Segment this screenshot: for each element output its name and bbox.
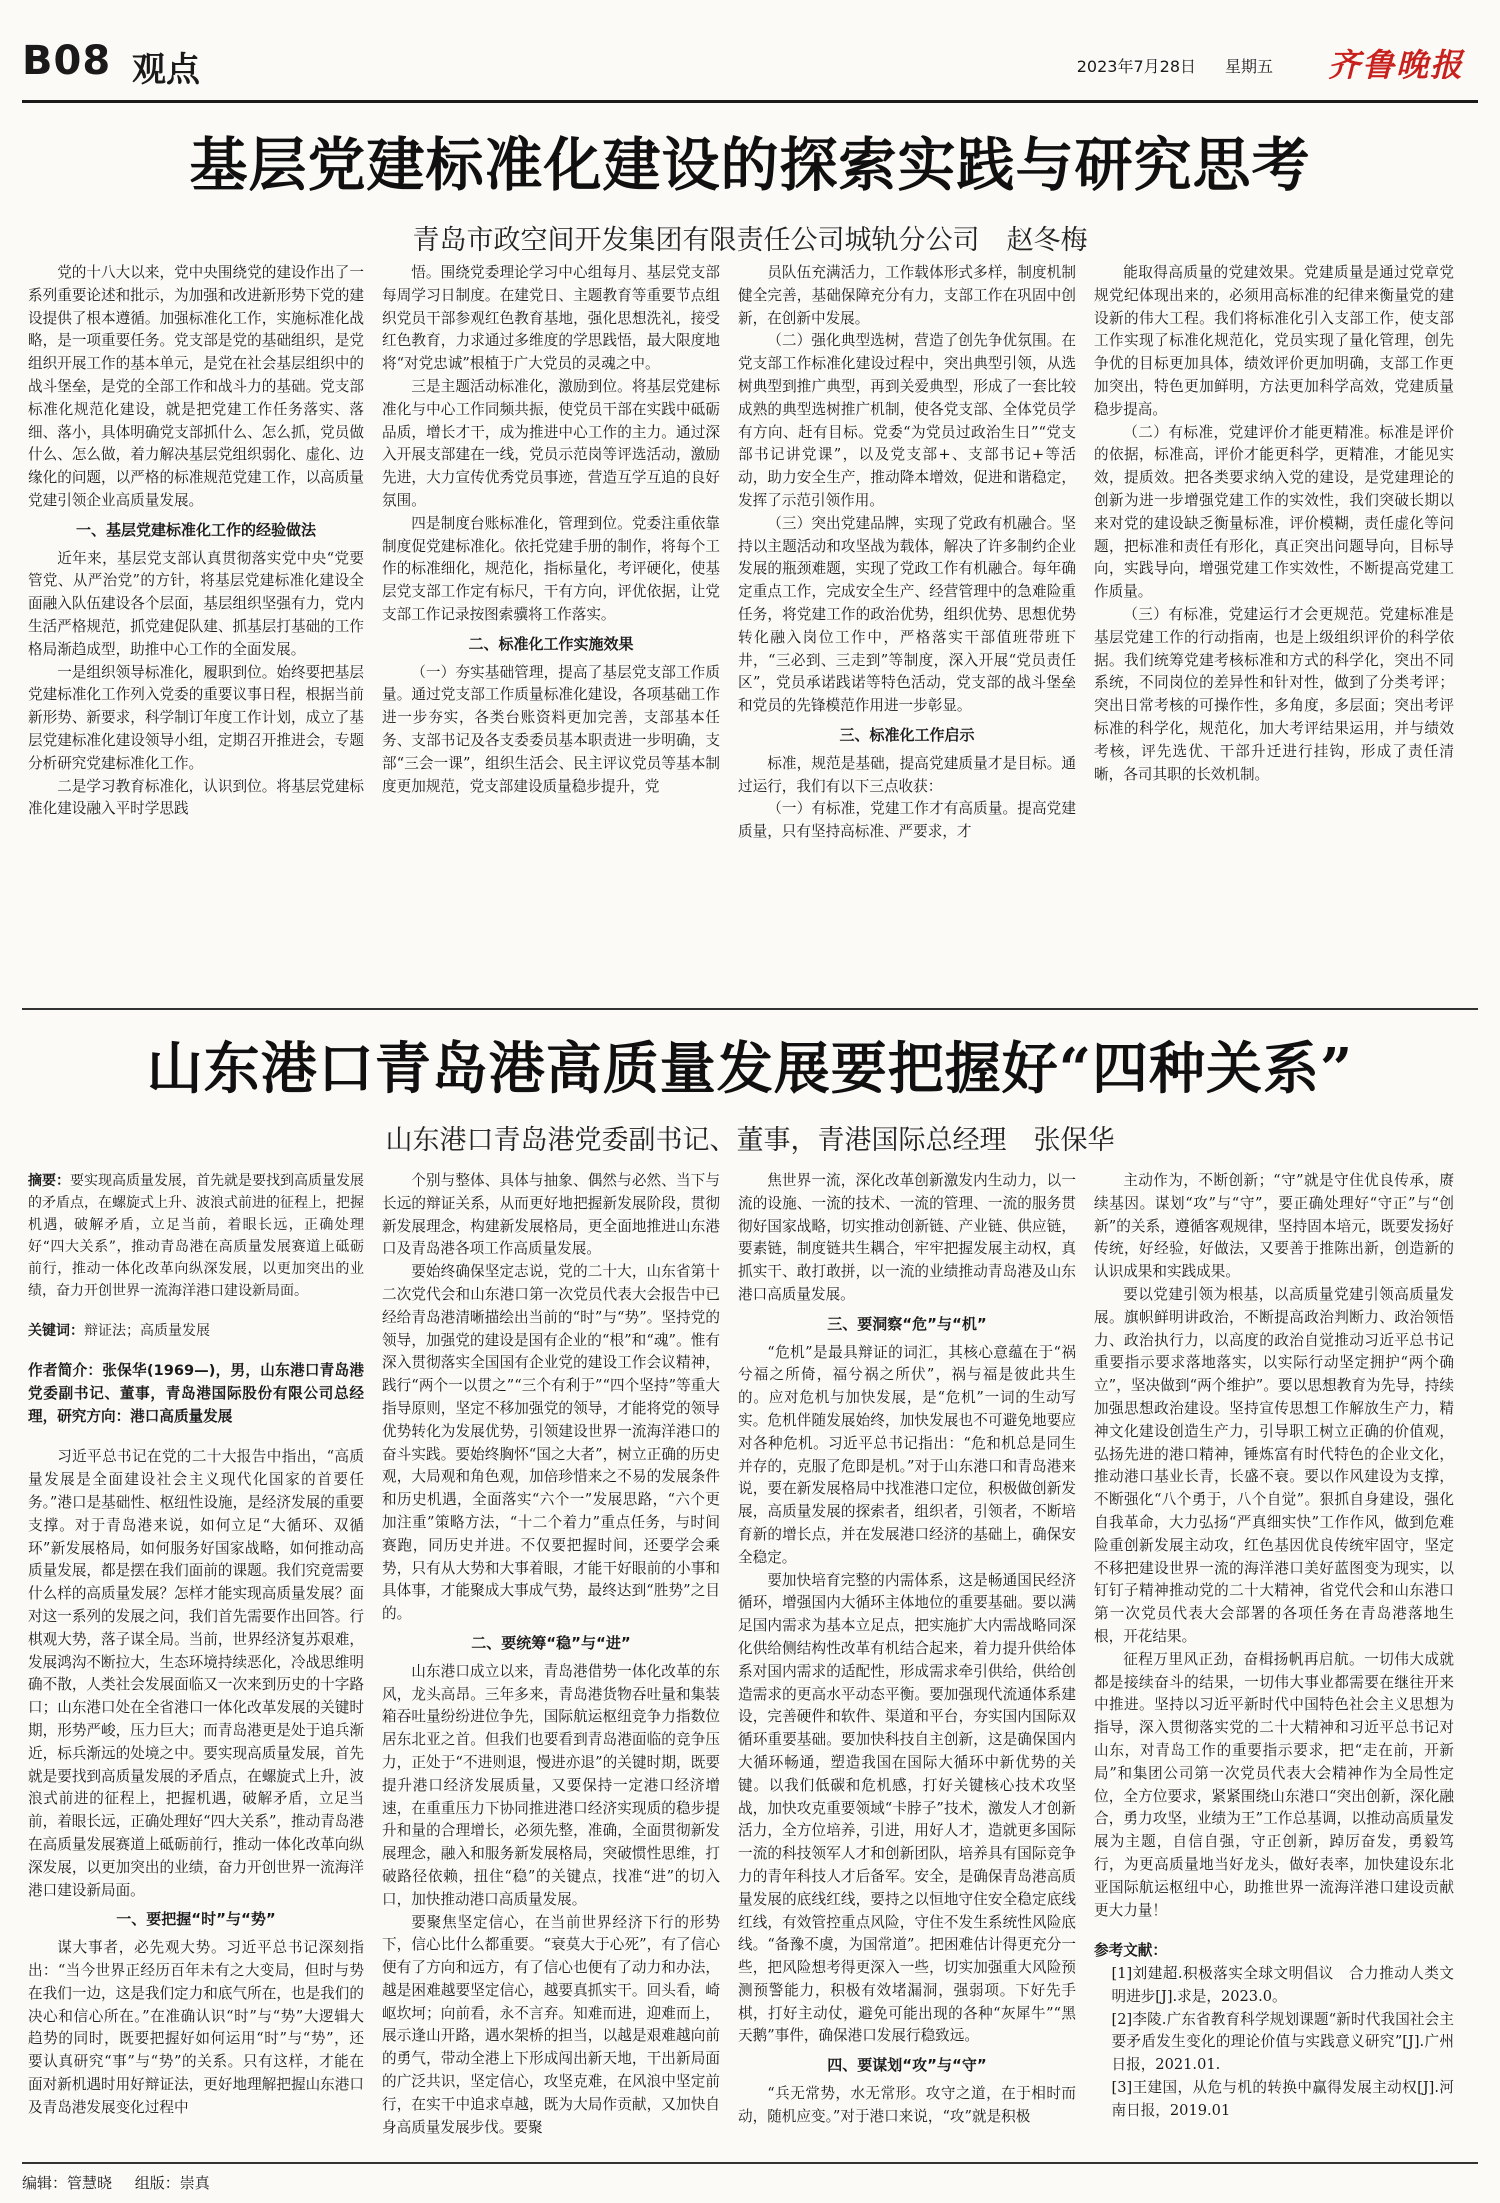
article2-title: 山东港口青岛港高质量发展要把握好“四种关系” <box>146 1036 1354 1102</box>
article1-col1-after <box>28 548 364 822</box>
paragraph: 个别与整体、具体与抽象、偶然与必然、当下与长远的辩证关系，从而更好地把握新发展阶段，贯彻新发展理念，构建新发展格局，更全面地推进山东港口及青岛港各项工作高质量发展。 <box>382 1172 720 1258</box>
article2-col3-after2 <box>738 2083 1076 2129</box>
issue-date: 2023年7月28日 <box>1076 57 1196 76</box>
article2-col3-paras <box>738 1170 1076 1307</box>
paragraph: （三）突出党建品牌，实现了党政有机融合。坚持以主题活动和攻坚战为载体，解决了许多制约企业发展的瓶颈难题，实现了党政工作有机融合。每年确定重点工作，完成安全生产、经营管理中的急难险重任务，将党建工作的政治优势，组织优势、思想优势转化融入岗位工作中，严格落实干部值班带班下井，“三必到、三走到”等制度，深入开展“党员责任区”，党员承诺践诺等特色活动，党支部的战斗堡垒和党员的先锋模范作用进一步彰显。 <box>738 514 1076 715</box>
paragraph: 能取得高质量的党建效果。党建质量是通过党章党规党纪体现出来的，必须用高标准的纪律来衡量党的建设新的伟大工程。我们将标准化引入支部工作，使支部工作实现了标准化规范化，党员实现了量化管理，创先争优的目标更加具体，绩效评价更加明确，支部工作更加突出，特色更加鲜明，方法更加科学高效，党建质量稳步提高。 <box>1094 264 1454 418</box>
article2-keywords <box>28 1320 364 1342</box>
article2-author-note <box>28 1360 364 1428</box>
paragraph: 主动作为，不断创新；“守”就是守住优良传承，赓续基因。谋划“攻”与“守”，要正确处理好“守正”与“创新”的关系，遵循客观规律，坚持固本培元，既要发扬好传统，好经验，好做法，又要善于推陈出新，创造新的认识成果和实践成果。 <box>1094 1172 1454 1281</box>
article1-heading-3: 三、标准化工作启示 <box>839 725 975 744</box>
article2-column-3 <box>738 1170 1076 2155</box>
article2-heading-3: 三、要洞察“危”与“机” <box>827 1314 987 1333</box>
article1-column-4 <box>1094 262 1454 1000</box>
paragraph: （二）强化典型选树，营造了创先争优氛围。在党支部工作标准化建设过程中，突出典型引领，从选树典型到推广典型，再到关爱典型，形成了一套比较成熟的典型选树推广机制，使各党支部、全体党员学有方向、赶有目标。党委“为党员过政治生日”“党支部书记讲党课”，以及党支部+、支部书记+等活动，助力安全生产，推动降本增效，促进和谐稳定，发挥了示范引领作用。 <box>738 332 1076 509</box>
paragraph: 要以党建引领为根基，以高质量党建引领高质量发展。旗帜鲜明讲政治，不断提高政治判断力、政治领悟力、政治执行力，以高度的政治自觉推动习近平总书记重要指示要求落地落实，以实际行动坚定拥护“两个确立”，坚决做到“两个维护”。要以思想教育为先导，持续加强思想政治建设。坚持宣传思想工作解放生产力，精神文化建设创造生产力，引导职工树立正确的价值观，弘扬先进的港口精神，锤炼富有时代特色的企业文化，推动港口基业长青，长盛不衰。要以作风建设为支撑，不断强化“八个勇于，八个自觉”。狠抓自身建设，强化自我革命，大力弘扬“严真细实快”工作作风，做到危难险重创新发展主动攻，红色基因优良传统牢固守，坚定不移把建设世界一流的海洋港口美好蓝图变为现实，以钉钉子精神推动党的二十大精神，省党代会和山东港口第一次党员代表大会部署的各项任务在青岛港落地生根，开花结果。 <box>1094 1285 1454 1645</box>
paragraph: 二是学习教育标准化，认识到位。将基层党建标准化建设融入平时学思践 <box>28 777 364 818</box>
keywords-text: 辩证法；高质量发展 <box>84 1323 210 1339</box>
paragraph: 习近平总书记在党的二十大报告中指出，“高质量发展是全面建设社会主义现代化国家的首要任务。”港口是基础性、枢纽性设施，是经济发展的重要支撑。对于青岛港来说，如何立足“大循环、双循环”新发展格局，如何服务好国家战略，如何推动高质量发展，都是摆在我们面前的课题。我们究竟需要什么样的高质量发展？怎样才能实现高质量发展？面对这一系列的发展之问，我们首先需要作出回答。行棋观大势，落子谋全局。当前，世界经济复苏艰难，发展鸿沟不断拉大，生态环境持续恶化，冷战思维明确不散，人类社会发展面临又一次来到历史的十字路口；山东港口处在全省港口一体化改革发展的关键时期，形势严峻，压力巨大；而青岛港更是处于追兵渐近，标兵渐远的处境之中。要实现高质量发展，首先就是要找到高质量发展的矛盾点，在螺旋式上升，波浪式前进的征程上，把握机遇，破解矛盾，立足当前，着眼长远，正确处理好“四大关系”，推动青岛港在高质量发展赛道上砥砺前行，推动一体化改革向纵深发展，以更加突出的业绩，奋力开创世界一流海洋港口建设新局面。 <box>28 1448 364 1899</box>
paragraph: 焦世界一流，深化改革创新激发内生动力，以一流的设施、一流的技术、一流的管理、一流的服务贯彻好国家战略，切实推动创新链、产业链、供应链，要素链，制度链共生耦合，牢牢把握发展主动权，真抓实干、敢打敢拼，以一流的业绩推动青岛港及山东港口高质量发展。 <box>738 1172 1076 1303</box>
paragraph: 员队伍充满活力，工作载体形式多样，制度机制健全完善，基础保障充分有力，支部工作在巩固中创新，在创新中发展。 <box>738 264 1076 327</box>
paragraph: 山东港口成立以来，青岛港借势一体化改革的东风，龙头高昂。三年多来，青岛港货物吞吐量和集装箱吞吐量纷纷进位争先，国际航运枢纽竞争力指数位居东北亚之首。但我们也要看到青岛港面临的竞争压力，正处于“不进则退，慢进亦退”的关键时期，既要提升港口经济发展质量，又要保持一定港口经济增速，在重重压力下协同推进港口经济实现质的稳步提升和量的合理增长，必须先整，准确，全面贯彻新发展理念，融入和服务新发展格局，突破惯性思维，打破路径依赖，扭住“稳”的关键点，找准“进”的切入口，加快推动港口高质量发展。 <box>382 1662 720 1908</box>
article2-abstract <box>28 1170 364 1302</box>
paragraph: 要始终确保坚定志说，党的二十大，山东省第十二次党代会和山东港口第一次党员代表大会报告中已经给青岛港清晰描绘出当前的“时”与“势”。坚持党的领导，加强党的建设是国有企业的“根”和“魂”。惟有深入贯彻落实全国国有企业党的建设工作会议精神，践行“两个一以贯之”“三个有利于”“四个坚持”等重大指导原则，坚定不移加强党的领导，才能将党的领导优势转化为发展优势，引领建设世界一流海洋港口的奋斗实践。要始终胸怀“国之大者”，树立正确的历史观，大局观和角色观，加倍珍惜来之不易的发展条件和历史机遇，全面落实“六个一”发展思路，“六个更加注重”策略方法，“十二个着力”重点任务，与时间赛跑，同历史并进。不仅要把握时间，还要学会乘势，只有从大势和大事着眼，才能干好眼前的小事和具体事，才能聚成大事成气势，最终达到“胜势”之目的。 <box>382 1263 720 1623</box>
spacer <box>28 1428 364 1446</box>
article2-heading-4: 四、要谋划“攻”与“守” <box>827 2056 987 2075</box>
spacer <box>28 1342 364 1360</box>
masthead <box>22 30 1478 103</box>
paragraph: [2]李陵.广东省教育科学规划课题“新时代我国社会主要矛盾发生变化的理论价值与实践意义研究”[J].广州日报，2021.01. <box>1111 2010 1454 2074</box>
paragraph: 要加快培育完整的内需体系，这是畅通国民经济循环，增强国内大循环主体地位的重要基础。要以满足国内需求为基本立足点，把实施扩大内需战略同深化供给侧结构性改革有机结合起来，着力提升供给体系对国内需求的适配性，形成需求牵引供给，供给创造需求的更高水平动态平衡。要加强现代流通体系建设，完善硬件和软件、渠道和平台，夯实国内国际双循环重要基础。要加快科技自主创新，这是确保国内大循环畅通，塑造我国在国际大循环中新优势的关键。以我们低碳和危机感，打好关键核心技术攻坚战，加快攻克重要领域“卡脖子”技术，激发人才创新活力，全方位培养，引进，用好人才，造就更多国际一流的科技领军人才和创新团队，培养具有国际竞争力的青年科技人才后备军。安全，是确保青岛港高质量发展的底线红线，要持之以恒地守住安全稳定底线红线，有效管控重点风险，守住不发生系统性风险底线。“备豫不虞，为国常道”。把困难估计得更充分一些，把风险想考得更深入一些，切实加强重大风险预测预警能力，积极有效堵漏洞，强弱项。下好先手棋，打好主动仗，避免可能出现的各种“灰犀牛”“黑天鹅”事件，确保港口发展行稳致远。 <box>738 1571 1076 2045</box>
article2-column-4 <box>1094 1170 1454 2155</box>
article1-col2-paras <box>382 262 720 627</box>
section-title: 观点 <box>132 50 200 90</box>
paper-logo: 齐鲁晚报 <box>1327 46 1464 84</box>
paragraph: “兵无常势，水无常形。攻守之道，在于相时而动，随机应变。”对于港口来说，“攻”就是积极 <box>738 2085 1076 2125</box>
paragraph: 党的十八大以来，党中央围绕党的建设作出了一系列重要论述和批示，为加强和改进新形势下党的建设提供了根本遵循。加强标准化工作，实施标准化战略，是一项重要任务。党支部是党的基础组织，是党组织开展工作的基本单元，是党在社会基层组织中的战斗堡垒，是党的全部工作和战斗力的基础。党支部标准化规范化建设，就是把党建工作任务落实、落细、落小，具体明确党支部抓什么、怎么抓，党员做什么、怎么做，着力解决基层党组织弱化、虚化、边缘化的问题，以严格的标准规范党建工作，以高质量党建引领企业高质量发展。 <box>28 264 364 509</box>
article1-byline: 青岛市政空间开发集团有限责任公司城轨分公司 赵冬梅 <box>412 225 1088 256</box>
article1-col3-paras <box>738 262 1076 718</box>
article1-heading-1: 一、基层党建标准化工作的经验做法 <box>75 520 316 539</box>
article-divider <box>22 1008 1478 1010</box>
article2-col4-paras <box>1094 1170 1454 1922</box>
article1-title: 基层党建标准化建设的探索实践与研究思考 <box>189 131 1311 199</box>
paragraph: 要聚焦坚定信心，在当前世界经济下行的形势下，信心比什么都重要。“衰莫大于心死”，有了信心便有了方向和远方，有了信心也便有了动力和办法，越是困难越要坚定信心，越要真抓实干。回头看，崎岖坎坷；向前看，永不言弃。知难而进，迎难而上，展示逢山开路，遇水架桥的担当，以越是艰难越向前的勇气，带动全港上下形成闯出新天地，干出新局面的广泛共识，坚定信心，攻坚克难，在风浪中坚定前行，在实干中追求卓越，既为大局作贡献，又加快自身高质量发展步伐。要聚 <box>382 1913 720 2136</box>
paragraph: “危机”是最具辩证的词汇，其核心意蕴在于“祸兮福之所倚，福兮祸之所伏”，祸与福是彼此共生的。应对危机与加快发展，是“危机”一词的生动写实。危机伴随发展始终，加快发展也不可避免地要应对各种危机。习近平总书记指出：“危和机总是同生并存的，克服了危即是机。”对于山东港口和青岛港来说，要在新发展格局中找准港口定位，积极做创新发展，高质量发展的探索者，组织者，引领者，不断培育新的增长点，并在发展港口经济的基础上，确保安全稳定。 <box>738 1343 1076 1566</box>
spacer <box>1094 1922 1454 1940</box>
paragraph: [3]王建国，从危与机的转换中赢得发展主动权[J].河南日报，2019.01 <box>1111 2079 1454 2119</box>
designer-credit: 组版：崇真 <box>134 2174 210 2192</box>
paragraph: （一）有标准，党建工作才有高质量。提高党建质量，只有坚持高标准、严要求，才 <box>738 800 1076 841</box>
article2-col1-paras <box>28 1446 364 1902</box>
article1-col2-after <box>382 662 720 799</box>
paragraph: 谋大事者，必先观大势。习近平总书记深刻指出：“当今世界正经历百年未有之大变局，但时与势在我们一边，这是我们定力和底气所在，也是我们的决心和信心所在。”在准确认识“时”与“势”大逻辑大趋势的同时，既要把握好如何运用“时”与“势”，还要认真研究“事”与“势”的关系。只有这样，才能在面对新机遇时用好辩证法，更好地理解把握山东港口及青岛港发展变化过程中 <box>28 1939 364 2116</box>
article2-column-1 <box>28 1170 364 2155</box>
paragraph: 征程万里风正劲，奋楫扬帆再启航。一切伟大成就都是接续奋斗的结果，一切伟大事业都需要在继往开来中推进。坚持以习近平新时代中国特色社会主义思想为指导，深入贯彻落实党的二十大精神和习近平总书记对山东，对青岛工作的重要指示要求，把“走在前，开新局”和集团公司第一次党员代表大会精神作为全局性定位，全方位要求，紧紧围绕山东港口“突出创新，深化融合，勇力攻坚，业绩为王”工作总基调，以推动高质量发展为主题，自信自强，守正创新，踔厉奋发，勇毅笃行，为更高质量地当好龙头，做好表率，加快建设东北亚国际航运枢纽中心，助推世界一流海洋港口建设贡献更大力量！ <box>1094 1650 1454 1919</box>
paragraph: （二）有标准，党建评价才能更精准。标准是评价的依据，标准高，评价才能更科学，更精准，才能见实效，提质效。把各类要求纳入党的建设，是党建理论的创新为进一步增强党建工作的实效性，我们突破长期以来对党的建设缺乏衡量标准，评价模糊，责任虚化等问题，把标准和责任有形化，真正突出问题导向，目标导向，实践导向，增强党建工作实效性，不断提高党建工作质量。 <box>1094 423 1454 601</box>
article2-byline: 山东港口青岛港党委副书记、董事，青港国际总经理 张保华 <box>385 1125 1115 1156</box>
article2-col3-after <box>738 1342 1076 2049</box>
abstract-label: 摘要： <box>28 1173 70 1189</box>
author-label: 作者简介： <box>28 1362 103 1379</box>
author-text: 张保华(1969—)，男，山东港口青岛港党委副书记、董事，青岛港国际股份有限公司总经理，研究方向：港口高质量发展 <box>28 1362 364 1425</box>
issue-weekday: 星期五 <box>1224 57 1273 76</box>
paragraph: [1]刘建超.积极落实全球文明倡议 合力推动人类文明进步[J].求是，2023.0。 <box>1111 1965 1454 2005</box>
page-number: B08 <box>22 38 112 84</box>
article1-col1-paras <box>28 262 364 513</box>
spacer <box>28 1302 364 1320</box>
article2-col2-after <box>382 1661 720 2140</box>
paragraph: 标准，规范是基础，提高党建质量才是目标。通过运行，我们有以下三点收获： <box>738 754 1076 795</box>
paragraph: 一是组织领导标准化，履职到位。始终要把基层党建标准化工作列入党委的重要议事日程，根据当前新形势、新要求，科学制订年度工作计划，成立了基层党建标准化建设领导小组，定期召开推进会，专题分析研究党建标准化工作。 <box>28 663 364 772</box>
article1-column-1 <box>28 262 364 1000</box>
paragraph: （三）有标准，党建运行才会更规范。党建标准是基层党建工作的行动指南，也是上级组织评价的科学依据。我们统筹党建考核标准和方式的科学化，突出不同系统，不同岗位的差异性和针对性，做到了分类考评；突出日常考核的可操作性，多角度，多层面；突出考评标准的科学化，规范化，加大考评结果运用，并与绩效考核，评先选优、干部升迁进行挂钩，形成了责任清晰，各司其职的长效机制。 <box>1094 605 1454 783</box>
references-list <box>1094 1963 1454 2123</box>
paragraph: 三是主题活动标准化，激励到位。将基层党建标准化与中心工作同频共振，使党员干部在实践中砥砺品质，增长才干，成为推进中心工作的主力。通过深入开展支部建在一线，党员示范岗等评选活动，激励先进，大力宣传优秀党员事迹，营造互学互追的良好氛围。 <box>382 377 720 509</box>
paragraph: 近年来，基层党支部认真贯彻落实党中央“党要管党、从严治党”的方针，将基层党建标准化建设全面融入队伍建设各个层面，基层组织坚强有力，党内生活严格规范，抓党建促队建、抓基层打基础的工作格局渐趋成型，助推中心工作的全面发展。 <box>28 549 364 658</box>
abstract-text: 要实现高质量发展，首先就是要找到高质量发展的矛盾点，在螺旋式上升、波浪式前进的征程上，把握机遇，破解矛盾，立足当前，着眼长远，正确处理好“四大关系”，推动青岛港在高质量发展赛道上砥砺前行，推动一体化改革向纵深发展，以更加突出的业绩，奋力开创世界一流海洋港口建设新局面。 <box>28 1173 364 1299</box>
references-heading: 参考文献： <box>1094 1942 1167 1960</box>
paragraph: 悟。围绕党委理论学习中心组每月、基层党支部每周学习日制度。在建党日、主题教育等重要节点组织党员干部参观红色教育基地，强化思想洗礼，接受红色教育，力求通过多维度的学思践悟，最大限度地将“对党忠诚”根植于广大党员的灵魂之中。 <box>382 264 720 373</box>
article2-col1-after <box>28 1937 364 2119</box>
paragraph: （一）夯实基础管理，提高了基层党支部工作质量。通过党支部工作质量标准化建设，各项基础工作进一步夯实，各类台账资料更加完善，支部基本任务、支部书记及各支委委员基本职责进一步明确，支部“三会一课”，组织生活会、民主评议党员等基本制度更加规范，党支部建设质量稳步提升，党 <box>382 663 720 795</box>
article1-col4-paras <box>1094 262 1454 786</box>
keywords-label: 关键词： <box>28 1323 84 1339</box>
article2-col2-paras <box>382 1170 720 1626</box>
article1-col3-after <box>738 753 1076 844</box>
article1-heading-2: 二、标准化工作实施效果 <box>468 634 634 653</box>
article2-heading-2: 二、要统筹“稳”与“进” <box>471 1633 631 1652</box>
article2-column-2 <box>382 1170 720 2155</box>
paragraph: 四是制度台账标准化，管理到位。党委注重依靠制度促党建标准化。依托党建手册的制作，将每个工作的标准细化，规范化，指标量化，考评硬化，使基层党支部工作定有标尺，干有方向，评优依据，让党支部工作记录按图索骥将工作落实。 <box>382 514 720 623</box>
article1-column-2 <box>382 262 720 1000</box>
editor-credit: 编辑：管慧晓 <box>22 2174 113 2192</box>
article1-column-3 <box>738 262 1076 1000</box>
page-footer <box>22 2162 1478 2193</box>
article2-heading-1: 一、要把握“时”与“势” <box>116 1910 276 1929</box>
